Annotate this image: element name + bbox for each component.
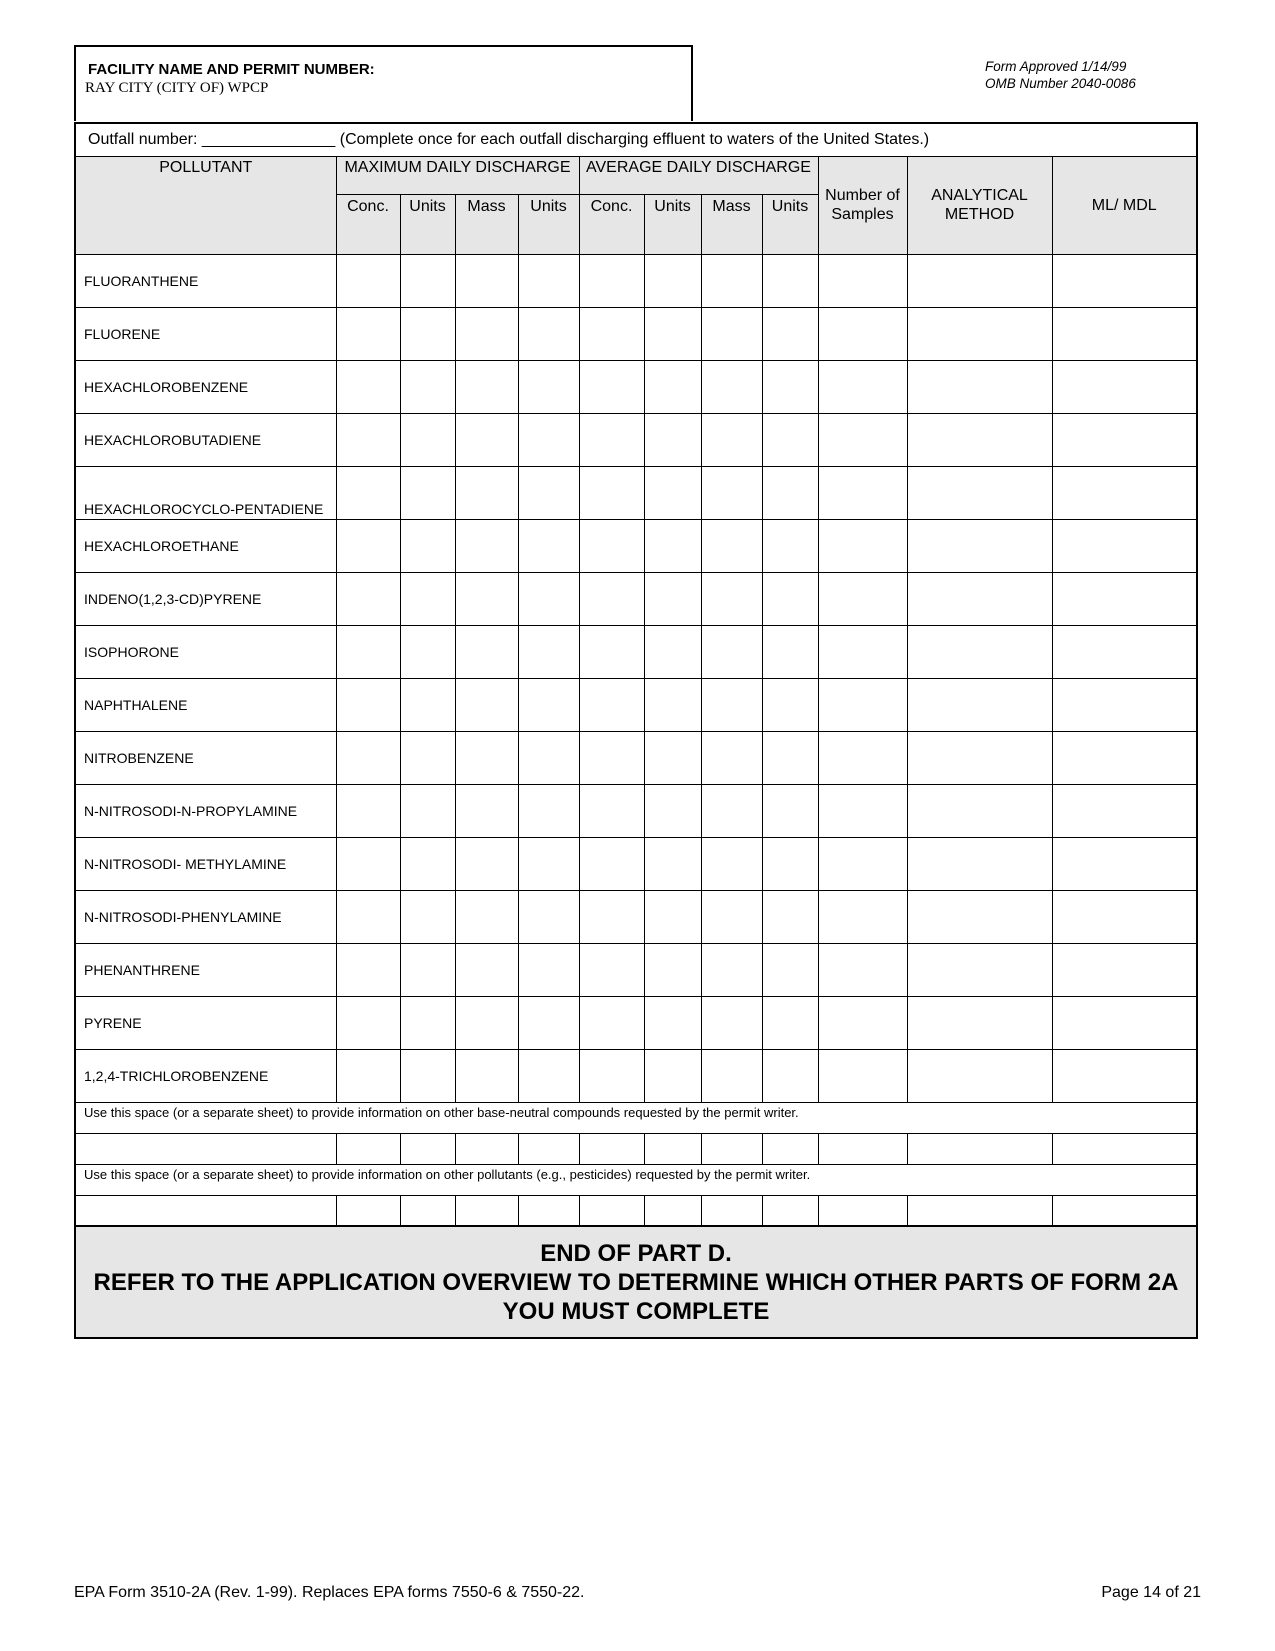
avg-conc-units-cell[interactable]	[644, 307, 701, 360]
table-row	[75, 943, 1197, 996]
table-row	[75, 519, 1197, 572]
avg-conc-cell[interactable]	[579, 307, 644, 360]
end-of-part-row	[75, 1226, 1197, 1338]
header-number-of-samples: Number of Samples	[818, 156, 907, 254]
avg-conc-units-cell[interactable]	[644, 625, 701, 678]
avg-mass-units-cell[interactable]	[762, 943, 818, 996]
base-neutral-note-entry-row	[75, 1133, 1197, 1164]
avg-mass-cell[interactable]	[701, 307, 762, 360]
max-conc-cell[interactable]	[336, 1049, 400, 1102]
avg-conc-units-cell[interactable]	[644, 943, 701, 996]
avg-mass-cell[interactable]	[701, 890, 762, 943]
avg-conc-cell[interactable]	[579, 1195, 644, 1226]
avg-mass-units-cell[interactable]	[762, 572, 818, 625]
number-of-samples-cell[interactable]	[818, 784, 907, 837]
pollutant-name: HEXACHLOROBUTADIENE	[75, 413, 336, 466]
other-pollutants-note: Use this space (or a separate sheet) to provide information on other pollutants (e.g., pesticides) requested by the permit writer.	[75, 1164, 1197, 1195]
outfall-number-line[interactable]: Outfall number: _______________ (Complete once for each outfall discharging effluent to waters of the United States.)	[75, 123, 1197, 156]
avg-conc-units-cell[interactable]	[644, 572, 701, 625]
max-conc-units-cell[interactable]	[400, 1133, 455, 1164]
max-mass-units-cell[interactable]	[518, 466, 579, 519]
avg-conc-cell[interactable]	[579, 678, 644, 731]
max-mass-units-cell[interactable]	[518, 254, 579, 307]
avg-mass-cell[interactable]	[701, 1133, 762, 1164]
header-analytical-method: ANALYTICAL METHOD	[907, 156, 1052, 254]
max-conc-cell[interactable]	[336, 1195, 400, 1226]
pollutant-table	[74, 122, 1198, 1339]
max-mass-cell[interactable]	[455, 837, 518, 890]
avg-conc-cell[interactable]	[579, 890, 644, 943]
max-mass-units-cell[interactable]	[518, 784, 579, 837]
ml-mdl-cell[interactable]	[1052, 466, 1197, 519]
avg-mass-units-cell[interactable]	[762, 307, 818, 360]
facility-value: RAY CITY (CITY OF) WPCP	[85, 80, 269, 96]
table-row	[75, 572, 1197, 625]
omb-number: OMB Number 2040-0086	[985, 76, 1136, 91]
ml-mdl-cell[interactable]	[1052, 254, 1197, 307]
number-of-samples-cell[interactable]	[818, 837, 907, 890]
header-max-daily-discharge: MAXIMUM DAILY DISCHARGE	[336, 156, 579, 194]
avg-mass-units-cell[interactable]	[762, 731, 818, 784]
max-mass-units-cell[interactable]	[518, 1133, 579, 1164]
max-conc-units-cell[interactable]	[400, 360, 455, 413]
number-of-samples-cell[interactable]	[818, 519, 907, 572]
pollutant-name: ISOPHORONE	[75, 625, 336, 678]
avg-mass-cell[interactable]	[701, 996, 762, 1049]
max-conc-units-cell[interactable]	[400, 466, 455, 519]
table-row	[75, 837, 1197, 890]
analytical-method-cell[interactable]	[907, 837, 1052, 890]
max-mass-cell[interactable]	[455, 996, 518, 1049]
pollutant-name: N-NITROSODI-N-PROPYLAMINE	[75, 784, 336, 837]
max-conc-cell[interactable]	[336, 837, 400, 890]
avg-conc-units-cell[interactable]	[644, 360, 701, 413]
analytical-method-cell[interactable]	[907, 784, 1052, 837]
ml-mdl-cell[interactable]	[1052, 360, 1197, 413]
pollutant-name: PHENANTHRENE	[75, 943, 336, 996]
max-conc-cell[interactable]	[336, 466, 400, 519]
number-of-samples-cell[interactable]	[818, 678, 907, 731]
number-of-samples-cell[interactable]	[818, 731, 907, 784]
max-mass-units-cell[interactable]	[518, 307, 579, 360]
base-neutral-note: Use this space (or a separate sheet) to provide information on other base-neutral compounds requested by the permit writer.	[75, 1102, 1197, 1133]
pollutant-name: N-NITROSODI- METHYLAMINE	[75, 837, 336, 890]
avg-mass-cell[interactable]	[701, 466, 762, 519]
max-mass-cell[interactable]	[455, 254, 518, 307]
avg-mass-cell[interactable]	[701, 678, 762, 731]
avg-mass-units-cell[interactable]	[762, 1195, 818, 1226]
table-row	[75, 996, 1197, 1049]
pollutant-name: NITROBENZENE	[75, 731, 336, 784]
facility-label: FACILITY NAME AND PERMIT NUMBER:	[88, 61, 375, 78]
header-max-mass-units: Units	[518, 194, 579, 254]
max-mass-cell[interactable]	[455, 731, 518, 784]
avg-mass-cell[interactable]	[701, 360, 762, 413]
number-of-samples-cell[interactable]	[818, 1133, 907, 1164]
max-mass-cell[interactable]	[455, 784, 518, 837]
ml-mdl-cell[interactable]	[1052, 625, 1197, 678]
footer-page-number: Page 14 of 21	[1101, 1584, 1201, 1601]
max-conc-cell[interactable]	[336, 890, 400, 943]
avg-conc-cell[interactable]	[579, 943, 644, 996]
avg-conc-cell[interactable]	[579, 413, 644, 466]
analytical-method-cell[interactable]	[907, 413, 1052, 466]
avg-mass-cell[interactable]	[701, 572, 762, 625]
avg-conc-units-cell[interactable]	[644, 254, 701, 307]
max-mass-units-cell[interactable]	[518, 943, 579, 996]
analytical-method-cell[interactable]	[907, 572, 1052, 625]
ml-mdl-cell[interactable]	[1052, 519, 1197, 572]
avg-conc-cell[interactable]	[579, 1133, 644, 1164]
base-neutral-note-row	[75, 1102, 1197, 1133]
ml-mdl-cell[interactable]	[1052, 678, 1197, 731]
avg-conc-cell[interactable]	[579, 996, 644, 1049]
analytical-method-cell[interactable]	[907, 996, 1052, 1049]
pollutant-name: HEXACHLOROBENZENE	[75, 360, 336, 413]
max-conc-units-cell[interactable]	[400, 731, 455, 784]
max-conc-cell[interactable]	[336, 625, 400, 678]
max-conc-cell[interactable]	[336, 784, 400, 837]
avg-conc-units-cell[interactable]	[644, 1195, 701, 1226]
analytical-method-cell[interactable]	[907, 890, 1052, 943]
ml-mdl-cell[interactable]	[1052, 731, 1197, 784]
max-mass-cell[interactable]	[455, 413, 518, 466]
avg-mass-cell[interactable]	[701, 625, 762, 678]
analytical-method-cell[interactable]	[907, 943, 1052, 996]
ml-mdl-cell[interactable]	[1052, 1195, 1197, 1226]
max-mass-units-cell[interactable]	[518, 1049, 579, 1102]
header-max-conc: Conc.	[336, 194, 400, 254]
avg-mass-units-cell[interactable]	[762, 678, 818, 731]
ml-mdl-cell[interactable]	[1052, 307, 1197, 360]
avg-mass-units-cell[interactable]	[762, 413, 818, 466]
avg-mass-cell[interactable]	[701, 254, 762, 307]
max-conc-cell[interactable]	[336, 360, 400, 413]
other-pollutants-note-entry-row	[75, 1195, 1197, 1226]
ml-mdl-cell[interactable]	[1052, 996, 1197, 1049]
analytical-method-cell[interactable]	[907, 254, 1052, 307]
max-conc-units-cell[interactable]	[400, 519, 455, 572]
header-avg-mass-units: Units	[762, 194, 818, 254]
number-of-samples-cell[interactable]	[818, 307, 907, 360]
avg-conc-units-cell[interactable]	[644, 519, 701, 572]
number-of-samples-cell[interactable]	[818, 466, 907, 519]
avg-conc-cell[interactable]	[579, 784, 644, 837]
avg-conc-cell[interactable]	[579, 254, 644, 307]
max-mass-units-cell[interactable]	[518, 731, 579, 784]
avg-conc-cell[interactable]	[579, 519, 644, 572]
number-of-samples-cell[interactable]	[818, 890, 907, 943]
table-row	[75, 1049, 1197, 1102]
max-conc-cell[interactable]	[336, 307, 400, 360]
facility-box	[74, 45, 693, 121]
max-conc-cell[interactable]	[336, 996, 400, 1049]
ml-mdl-cell[interactable]	[1052, 572, 1197, 625]
table-row	[75, 466, 1197, 519]
avg-conc-units-cell[interactable]	[644, 731, 701, 784]
avg-conc-units-cell[interactable]	[644, 784, 701, 837]
avg-mass-units-cell[interactable]	[762, 360, 818, 413]
form-approved-date: Form Approved 1/14/99	[985, 59, 1127, 74]
max-conc-units-cell[interactable]	[400, 625, 455, 678]
table-row	[75, 360, 1197, 413]
ml-mdl-cell[interactable]	[1052, 1049, 1197, 1102]
ml-mdl-cell[interactable]	[1052, 837, 1197, 890]
number-of-samples-cell[interactable]	[818, 360, 907, 413]
table-row	[75, 625, 1197, 678]
max-conc-units-cell[interactable]	[400, 413, 455, 466]
max-mass-units-cell[interactable]	[518, 678, 579, 731]
avg-mass-units-cell[interactable]	[762, 996, 818, 1049]
avg-conc-units-cell[interactable]	[644, 996, 701, 1049]
avg-conc-cell[interactable]	[579, 837, 644, 890]
pollutant-name: NAPHTHALENE	[75, 678, 336, 731]
avg-mass-units-cell[interactable]	[762, 519, 818, 572]
avg-mass-cell[interactable]	[701, 1049, 762, 1102]
avg-mass-cell[interactable]	[701, 519, 762, 572]
avg-mass-cell[interactable]	[701, 731, 762, 784]
avg-mass-units-cell[interactable]	[762, 784, 818, 837]
max-mass-cell[interactable]	[455, 1049, 518, 1102]
avg-mass-units-cell[interactable]	[762, 837, 818, 890]
avg-mass-units-cell[interactable]	[762, 1133, 818, 1164]
pollutant-name: HEXACHLOROCYCLO-PENTADIENE	[75, 466, 336, 519]
avg-conc-cell[interactable]	[579, 731, 644, 784]
max-conc-units-cell[interactable]	[400, 1049, 455, 1102]
pollutant-name: FLUORANTHENE	[75, 254, 336, 307]
max-conc-units-cell[interactable]	[400, 890, 455, 943]
pollutant-name: 1,2,4-TRICHLOROBENZENE	[75, 1049, 336, 1102]
header-max-conc-units: Units	[400, 194, 455, 254]
table-row	[75, 784, 1197, 837]
avg-mass-units-cell[interactable]	[762, 1049, 818, 1102]
max-conc-units-cell[interactable]	[400, 943, 455, 996]
other-pollutant-name-cell[interactable]	[75, 1195, 336, 1226]
analytical-method-cell[interactable]	[907, 678, 1052, 731]
avg-mass-units-cell[interactable]	[762, 254, 818, 307]
max-conc-units-cell[interactable]	[400, 837, 455, 890]
end-of-part-title: END OF PART D.	[540, 1239, 732, 1267]
max-conc-cell[interactable]	[336, 731, 400, 784]
avg-conc-cell[interactable]	[579, 1049, 644, 1102]
max-mass-cell[interactable]	[455, 1195, 518, 1226]
analytical-method-cell[interactable]	[907, 1195, 1052, 1226]
avg-conc-units-cell[interactable]	[644, 837, 701, 890]
max-conc-cell[interactable]	[336, 1133, 400, 1164]
avg-conc-cell[interactable]	[579, 360, 644, 413]
table-row	[75, 731, 1197, 784]
pollutant-name: HEXACHLOROETHANE	[75, 519, 336, 572]
max-mass-cell[interactable]	[455, 360, 518, 413]
max-mass-units-cell[interactable]	[518, 519, 579, 572]
analytical-method-cell[interactable]	[907, 1133, 1052, 1164]
header-avg-mass: Mass	[701, 194, 762, 254]
analytical-method-cell[interactable]	[907, 625, 1052, 678]
table-row	[75, 254, 1197, 307]
max-mass-units-cell[interactable]	[518, 572, 579, 625]
other-pollutant-name-cell[interactable]	[75, 1133, 336, 1164]
max-mass-cell[interactable]	[455, 1133, 518, 1164]
footer-form-id: EPA Form 3510-2A (Rev. 1-99). Replaces EPA forms 7550-6 & 7550-22.	[74, 1584, 585, 1601]
avg-mass-cell[interactable]	[701, 837, 762, 890]
analytical-method-cell[interactable]	[907, 466, 1052, 519]
avg-conc-units-cell[interactable]	[644, 678, 701, 731]
avg-mass-cell[interactable]	[701, 413, 762, 466]
number-of-samples-cell[interactable]	[818, 996, 907, 1049]
number-of-samples-cell[interactable]	[818, 254, 907, 307]
max-conc-units-cell[interactable]	[400, 1195, 455, 1226]
ml-mdl-cell[interactable]	[1052, 1133, 1197, 1164]
number-of-samples-cell[interactable]	[818, 625, 907, 678]
max-mass-cell[interactable]	[455, 625, 518, 678]
max-mass-cell[interactable]	[455, 943, 518, 996]
pollutant-name: N-NITROSODI-PHENYLAMINE	[75, 890, 336, 943]
analytical-method-cell[interactable]	[907, 731, 1052, 784]
max-mass-units-cell[interactable]	[518, 1195, 579, 1226]
avg-conc-cell[interactable]	[579, 625, 644, 678]
ml-mdl-cell[interactable]	[1052, 890, 1197, 943]
max-conc-cell[interactable]	[336, 572, 400, 625]
max-mass-cell[interactable]	[455, 307, 518, 360]
max-mass-cell[interactable]	[455, 572, 518, 625]
end-of-part-banner	[75, 1226, 1197, 1338]
max-mass-cell[interactable]	[455, 466, 518, 519]
table-row	[75, 890, 1197, 943]
number-of-samples-cell[interactable]	[818, 572, 907, 625]
avg-conc-units-cell[interactable]	[644, 466, 701, 519]
table-row	[75, 307, 1197, 360]
other-pollutants-note-row	[75, 1164, 1197, 1195]
avg-conc-units-cell[interactable]	[644, 413, 701, 466]
ml-mdl-cell[interactable]	[1052, 784, 1197, 837]
max-conc-units-cell[interactable]	[400, 678, 455, 731]
analytical-method-cell[interactable]	[907, 1049, 1052, 1102]
max-mass-cell[interactable]	[455, 678, 518, 731]
max-mass-units-cell[interactable]	[518, 837, 579, 890]
pollutant-name: PYRENE	[75, 996, 336, 1049]
number-of-samples-cell[interactable]	[818, 1195, 907, 1226]
max-mass-units-cell[interactable]	[518, 890, 579, 943]
avg-mass-units-cell[interactable]	[762, 890, 818, 943]
ml-mdl-cell[interactable]	[1052, 413, 1197, 466]
max-conc-cell[interactable]	[336, 254, 400, 307]
max-conc-units-cell[interactable]	[400, 254, 455, 307]
header-ml-mdl: ML/ MDL	[1052, 156, 1197, 254]
analytical-method-cell[interactable]	[907, 360, 1052, 413]
max-conc-cell[interactable]	[336, 519, 400, 572]
header-avg-conc: Conc.	[579, 194, 644, 254]
avg-mass-cell[interactable]	[701, 943, 762, 996]
max-mass-units-cell[interactable]	[518, 413, 579, 466]
analytical-method-cell[interactable]	[907, 519, 1052, 572]
max-conc-cell[interactable]	[336, 678, 400, 731]
number-of-samples-cell[interactable]	[818, 1049, 907, 1102]
avg-conc-units-cell[interactable]	[644, 890, 701, 943]
analytical-method-cell[interactable]	[907, 307, 1052, 360]
max-mass-cell[interactable]	[455, 890, 518, 943]
avg-conc-units-cell[interactable]	[644, 1133, 701, 1164]
max-mass-cell[interactable]	[455, 519, 518, 572]
header-avg-conc-units: Units	[644, 194, 701, 254]
avg-conc-cell[interactable]	[579, 466, 644, 519]
max-conc-units-cell[interactable]	[400, 307, 455, 360]
pollutant-name: INDENO(1,2,3-CD)PYRENE	[75, 572, 336, 625]
pollutant-name: FLUORENE	[75, 307, 336, 360]
table-row	[75, 413, 1197, 466]
avg-mass-cell[interactable]	[701, 1195, 762, 1226]
header-avg-daily-discharge: AVERAGE DAILY DISCHARGE	[579, 156, 818, 194]
avg-mass-units-cell[interactable]	[762, 625, 818, 678]
table-row	[75, 678, 1197, 731]
avg-mass-units-cell[interactable]	[762, 466, 818, 519]
max-conc-cell[interactable]	[336, 413, 400, 466]
end-of-part-instruction: REFER TO THE APPLICATION OVERVIEW TO DETERMINE WHICH OTHER PARTS OF FORM 2A YOU MUST COMPLETE	[93, 1268, 1179, 1325]
max-mass-units-cell[interactable]	[518, 996, 579, 1049]
ml-mdl-cell[interactable]	[1052, 943, 1197, 996]
max-conc-cell[interactable]	[336, 943, 400, 996]
form-approval	[985, 58, 1136, 92]
avg-mass-cell[interactable]	[701, 784, 762, 837]
number-of-samples-cell[interactable]	[818, 943, 907, 996]
header-max-mass: Mass	[455, 194, 518, 254]
avg-conc-cell[interactable]	[579, 572, 644, 625]
number-of-samples-cell[interactable]	[818, 413, 907, 466]
max-conc-units-cell[interactable]	[400, 572, 455, 625]
max-mass-units-cell[interactable]	[518, 625, 579, 678]
header-pollutant: POLLUTANT	[75, 156, 336, 254]
max-conc-units-cell[interactable]	[400, 784, 455, 837]
avg-conc-units-cell[interactable]	[644, 1049, 701, 1102]
max-conc-units-cell[interactable]	[400, 996, 455, 1049]
max-mass-units-cell[interactable]	[518, 360, 579, 413]
